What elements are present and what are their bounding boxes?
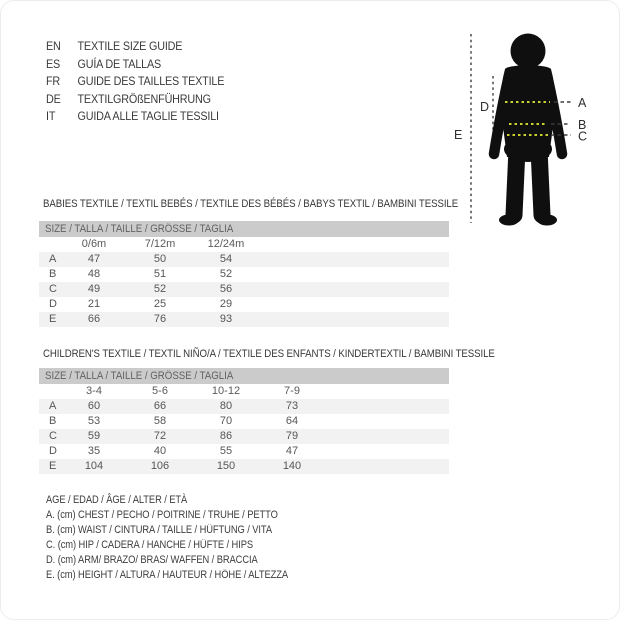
size-cell: 25: [153, 298, 167, 310]
language-code: IT: [46, 109, 56, 123]
babies-size-header-bar: SIZE / TALLA / TAILLE / GRÖSSE / TAGLIA: [39, 221, 449, 237]
size-cell: 80: [219, 400, 233, 412]
size-cell: 66: [153, 400, 167, 412]
age-column: 12/24m: [207, 238, 245, 250]
size-cell: 104: [84, 460, 104, 472]
size-cell: 35: [87, 445, 101, 457]
size-cell: 47: [285, 445, 299, 457]
language-code: FR: [46, 74, 61, 88]
table-row-d: [39, 297, 449, 312]
language-title: TEXTILE SIZE GUIDE: [77, 39, 183, 53]
language-row-fr: [46, 73, 224, 91]
language-title: GUIDA ALLE TAGLIE TESSILI: [77, 109, 219, 123]
size-cell: 50: [153, 253, 167, 265]
left-foot: [499, 215, 519, 226]
size-cell: 55: [219, 445, 233, 457]
chest-label: A: [578, 96, 587, 110]
language-row-it: [46, 108, 224, 126]
size-cell: 52: [153, 283, 167, 295]
size-cell: 93: [219, 313, 233, 325]
height-label: E: [454, 128, 463, 142]
language-code: DE: [46, 91, 61, 106]
size-cell: 70: [219, 415, 233, 427]
size-cell: 106: [150, 460, 170, 472]
childrens-age-columns-row: [39, 384, 449, 399]
size-cell: 150: [216, 460, 236, 472]
row-label: C: [49, 283, 57, 295]
age-column: 3-4: [86, 385, 102, 397]
size-cell: 72: [153, 430, 167, 442]
language-title: GUÍA DE TALLAS: [77, 56, 162, 71]
language-row-en: [46, 38, 224, 56]
size-cell: 40: [153, 445, 167, 457]
size-cell: 54: [219, 253, 233, 265]
height-legend-line: E. (cm) HEIGHT / ALTURA / HAUTEUR / HÖHE / ALTEZZA: [46, 569, 289, 581]
age-column: 10-12: [211, 385, 241, 397]
childrens-size-header-bar: SIZE / TALLA / TAILLE / GRÖSSE / TAGLIA: [39, 368, 449, 384]
size-cell: 51: [153, 268, 167, 280]
language-code: ES: [46, 56, 61, 71]
table-row-b: [39, 414, 449, 429]
table-row-e: [39, 459, 449, 474]
size-cell: 53: [87, 415, 101, 427]
measurement-diagram: [447, 21, 615, 235]
measurement-legend: [46, 493, 331, 583]
table-row-d: [39, 444, 449, 459]
age-column: 7-9: [284, 385, 300, 397]
row-label: A: [49, 400, 57, 412]
table-row-e: [39, 312, 449, 327]
language-row-es: [46, 56, 224, 74]
row-label: E: [49, 460, 57, 472]
waist-label: B: [578, 118, 587, 132]
babies-size-table: [39, 221, 449, 327]
row-label: E: [49, 313, 57, 325]
size-cell: 66: [87, 313, 101, 325]
left-leg: [514, 149, 517, 215]
table-row-a: [39, 252, 449, 267]
language-list: [46, 38, 244, 126]
size-cell: 60: [87, 400, 101, 412]
chest-legend-line: A. (cm) CHEST / PECHO / POITRINE / TRUHE / PETTO: [46, 509, 278, 521]
size-cell: 29: [219, 298, 233, 310]
childrens-size-table: [39, 368, 449, 474]
right-leg: [539, 149, 542, 215]
size-cell: 47: [87, 253, 101, 265]
right-foot: [537, 215, 557, 226]
row-label: C: [49, 430, 57, 442]
size-cell: 49: [87, 283, 101, 295]
size-cell: 52: [219, 268, 233, 280]
arm-legend-line: D. (cm) ARM/ BRAZO/ BRAS/ WAFFEN / BRACCIA: [46, 554, 258, 566]
table-row-c: [39, 282, 449, 297]
table-row-c: [39, 429, 449, 444]
language-title: GUIDE DES TAILLES TEXTILE: [77, 74, 225, 88]
size-cell: 21: [87, 298, 101, 310]
row-label: A: [49, 253, 57, 265]
babies-age-columns-row: [39, 237, 449, 252]
babies-section-title: BABIES TEXTILE / TEXTIL BEBÉS / TEXTILE DES BÉBÉS / BABYS TEXTIL / BAMBINI TESSILE: [43, 198, 459, 210]
row-label: B: [49, 415, 57, 427]
size-cell: 76: [153, 313, 167, 325]
childrens-section-title: CHILDREN'S TEXTILE / TEXTIL NIÑO/A / TEXTILE DES ENFANTS / KINDERTEXTIL / BAMBINI TESSILE: [43, 348, 495, 360]
size-cell: 48: [87, 268, 101, 280]
child-body-silhouette: [494, 34, 562, 226]
size-cell: 73: [285, 400, 299, 412]
size-cell: 58: [153, 415, 167, 427]
size-cell: 140: [282, 460, 302, 472]
age-legend-line: AGE / EDAD / ÂGE / ALTER / ETÀ: [46, 494, 188, 506]
size-cell: 86: [219, 430, 233, 442]
waist-legend-line: B. (cm) WAIST / CINTURA / TAILLE / HÜFTUNG / VITA: [46, 524, 272, 536]
age-column: 5-6: [152, 385, 168, 397]
hip-legend-line: C. (cm) HIP / CADERA / HANCHE / HÜFTE / HIPS: [46, 539, 254, 551]
language-title: TEXTILGRÖßENFÜHRUNG: [77, 91, 211, 106]
language-row-de: [46, 91, 224, 109]
age-column: 7/12m: [144, 238, 176, 250]
age-column: 0/6m: [81, 238, 107, 250]
table-row-a: [39, 399, 449, 414]
language-code: EN: [46, 39, 61, 53]
arm-label: D: [480, 100, 490, 114]
size-cell: 56: [219, 283, 233, 295]
hip-label: C: [578, 129, 588, 144]
row-label: D: [49, 298, 57, 310]
row-label: B: [49, 268, 57, 280]
row-label: D: [49, 445, 57, 457]
size-cell: 79: [285, 430, 299, 442]
child-silhouette-figure: [447, 21, 615, 235]
size-cell: 64: [285, 415, 299, 427]
size-cell: 59: [87, 430, 101, 442]
table-row-b: [39, 267, 449, 282]
